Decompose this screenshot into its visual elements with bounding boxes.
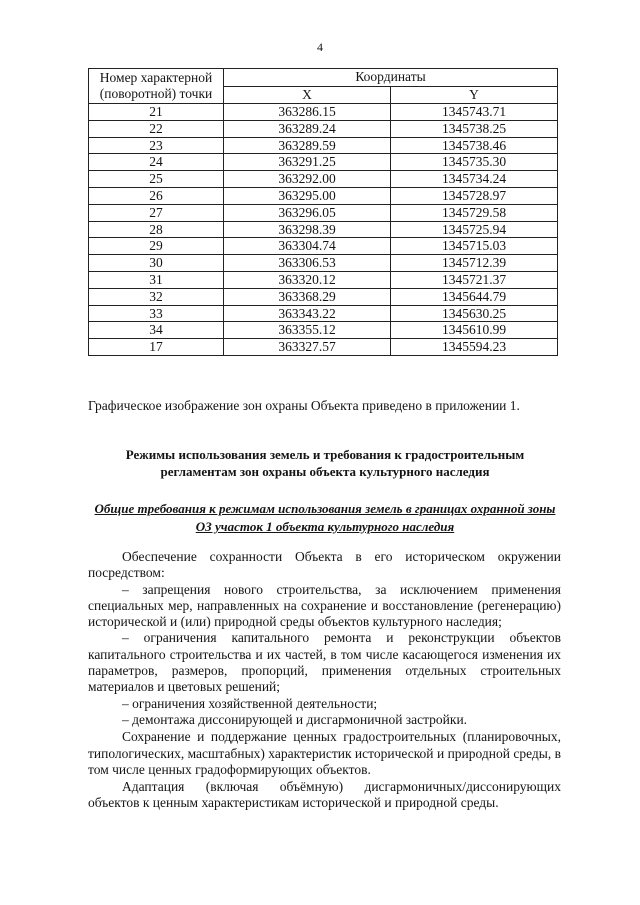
page-number: 4 <box>317 40 323 54</box>
cell-y: 1345735.30 <box>391 154 558 171</box>
cell-x: 363306.53 <box>224 255 391 272</box>
cell-point: 33 <box>89 305 224 322</box>
cell-y: 1345644.79 <box>391 288 558 305</box>
table-row <box>89 305 558 322</box>
section-title: Режимы использования земель и требования к градостроительным регламентам зон охраны объекта культурного наследия <box>125 447 525 479</box>
cell-y: 1345738.46 <box>391 137 558 154</box>
cell-y: 1345630.25 <box>391 305 558 322</box>
table-row <box>89 171 558 188</box>
cell-x: 363296.05 <box>224 204 391 221</box>
header-y: Y <box>391 86 558 104</box>
cell-x: 363343.22 <box>224 305 391 322</box>
cell-point: 22 <box>89 120 224 137</box>
body-text <box>88 549 561 812</box>
cell-y: 1345712.39 <box>391 255 558 272</box>
table-row <box>89 271 558 288</box>
cell-x: 363286.15 <box>224 104 391 121</box>
table-row <box>89 204 558 221</box>
table-row <box>89 120 558 137</box>
table-row <box>89 154 558 171</box>
cell-y: 1345610.99 <box>391 322 558 339</box>
coordinates-table-body <box>89 104 558 356</box>
cell-y: 1345743.71 <box>391 104 558 121</box>
table-row <box>89 104 558 121</box>
subsection-title: Общие требования к режимам использования земель в границах охранной зоны ОЗ участок 1 объекта культурного наследия <box>94 501 556 534</box>
cell-y: 1345725.94 <box>391 221 558 238</box>
list-item: – ограничения хозяйственной деятельности; <box>122 695 378 711</box>
cell-point: 34 <box>89 322 224 339</box>
cell-y: 1345734.24 <box>391 171 558 188</box>
cell-x: 363291.25 <box>224 154 391 171</box>
table-row <box>89 137 558 154</box>
cell-point: 32 <box>89 288 224 305</box>
cell-point: 21 <box>89 104 224 121</box>
paragraph-intro: Обеспечение сохранности Объекта в его историческом окружении посредством: <box>88 549 561 581</box>
cell-x: 363289.24 <box>224 120 391 137</box>
table-row <box>89 238 558 255</box>
cell-x: 363289.59 <box>224 137 391 154</box>
cell-point: 23 <box>89 137 224 154</box>
cell-y: 1345721.37 <box>391 271 558 288</box>
cell-point: 28 <box>89 221 224 238</box>
table-row <box>89 221 558 238</box>
table-row <box>89 187 558 204</box>
cell-x: 363327.57 <box>224 339 391 356</box>
cell-y: 1345715.03 <box>391 238 558 255</box>
cell-point: 17 <box>89 339 224 356</box>
table-row <box>89 322 558 339</box>
graphic-caption: Графическое изображение зон охраны Объекта приведено в приложении 1. <box>88 398 520 413</box>
cell-x: 363295.00 <box>224 187 391 204</box>
list-item: – запрещения нового строительства, за исключением применения специальных мер, направленных на сохранение и восстановление (регенерацию) исторической и (или) природной среды объектов культурного наследия; <box>88 581 561 630</box>
cell-point: 31 <box>89 271 224 288</box>
cell-point: 27 <box>89 204 224 221</box>
cell-x: 363355.12 <box>224 322 391 339</box>
cell-x: 363320.12 <box>224 271 391 288</box>
cell-y: 1345728.97 <box>391 187 558 204</box>
cell-point: 30 <box>89 255 224 272</box>
cell-point: 24 <box>89 154 224 171</box>
table-row <box>89 255 558 272</box>
cell-y: 1345738.25 <box>391 120 558 137</box>
cell-x: 363298.39 <box>224 221 391 238</box>
table-row <box>89 288 558 305</box>
list-item: – демонтажа диссонирующей и дисгармоничной застройки. <box>122 711 468 727</box>
table-row <box>89 339 558 356</box>
header-point: Номер характерной (поворотной) точки <box>89 69 224 104</box>
cell-x: 363292.00 <box>224 171 391 188</box>
header-coordinates: Координаты <box>224 69 558 87</box>
list-item: – ограничения капитального ремонта и реконструкции объектов капитального строительства и их частей, в том числе касающегося изменения их параметров, размеров, пропорций, применения отдельных строительных материалов и цветовых решений; <box>88 630 561 695</box>
cell-y: 1345729.58 <box>391 204 558 221</box>
cell-x: 363304.74 <box>224 238 391 255</box>
cell-point: 26 <box>89 187 224 204</box>
cell-point: 25 <box>89 171 224 188</box>
cell-point: 29 <box>89 238 224 255</box>
paragraph-preservation: Сохранение и поддержание ценных градостроительных (планировочных, типологических, масштабных) характеристик исторической и природной среды, в том числе ценных градоформирующих объектов. <box>88 729 561 777</box>
cell-y: 1345594.23 <box>391 339 558 356</box>
header-x: X <box>224 86 391 104</box>
coordinates-table <box>88 68 558 356</box>
paragraph-adaptation: Адаптация (включая объёмную) дисгармоничных/диссонирующих объектов к ценным характеристикам исторической и природной среды. <box>88 779 561 811</box>
cell-x: 363368.29 <box>224 288 391 305</box>
